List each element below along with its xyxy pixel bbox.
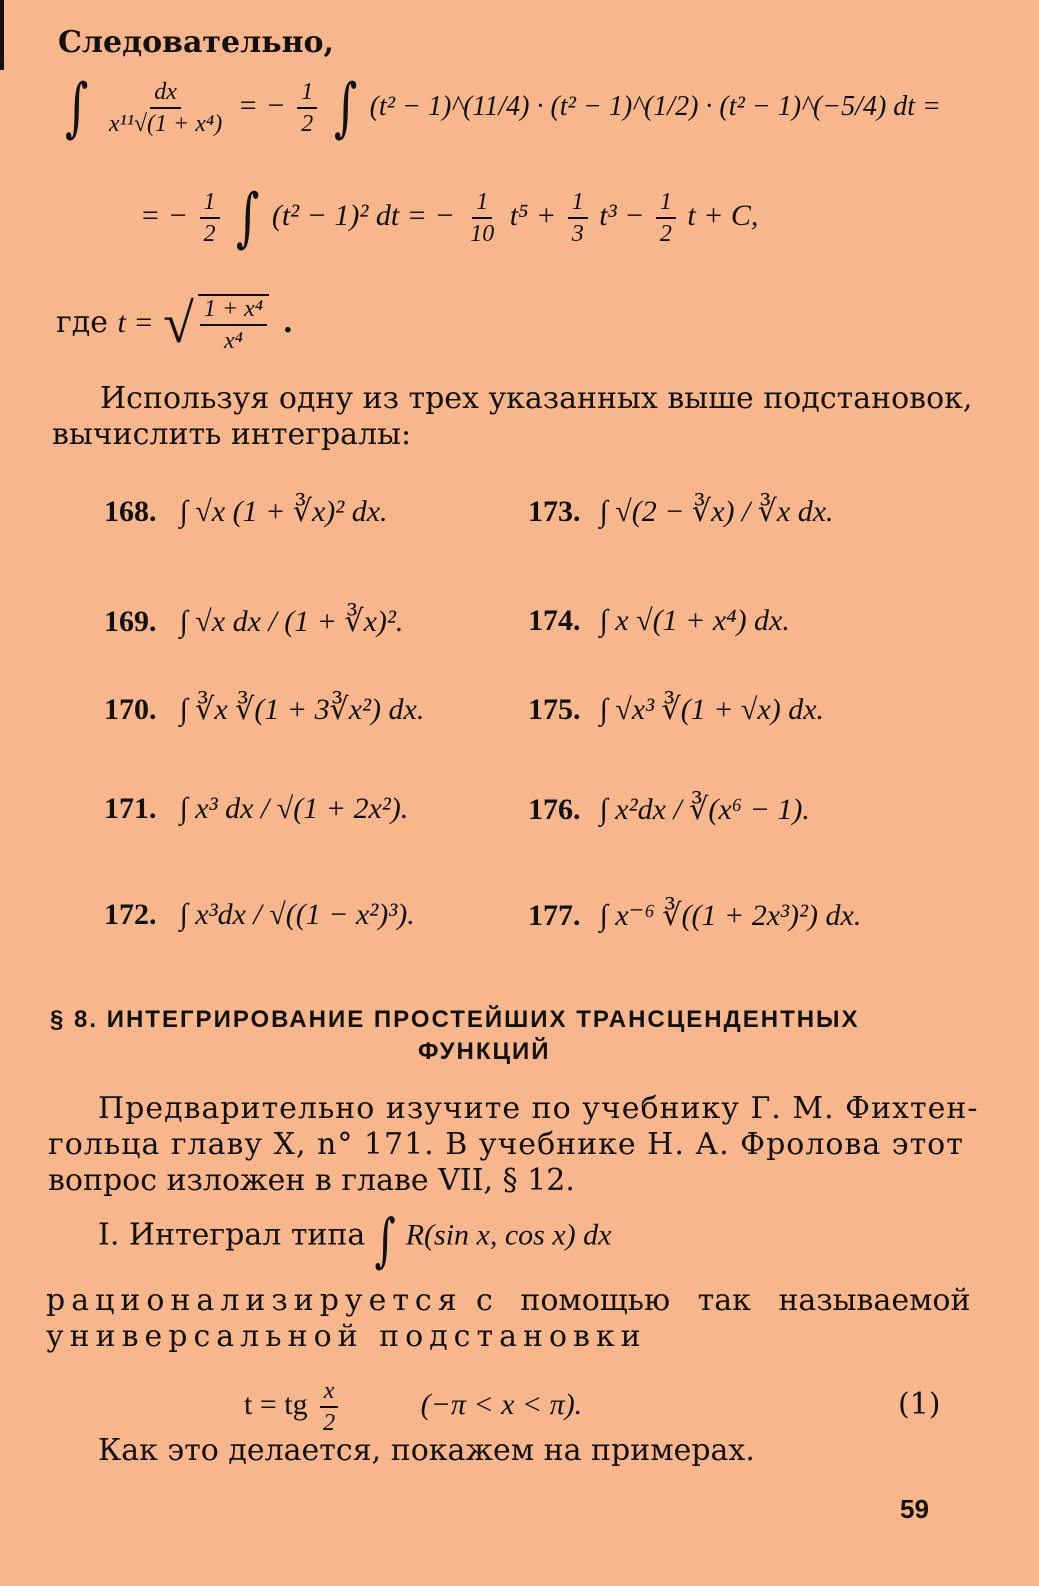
fraction-denominator: 2 <box>301 111 314 137</box>
term: t³ − <box>599 198 645 232</box>
fraction <box>200 189 220 247</box>
integral-sign: ∫ <box>65 71 89 145</box>
where-expr: t = <box>117 306 154 339</box>
item-1 <box>98 1206 612 1274</box>
para1-line-1: Предварительно изучите по учебнику Г. М. Фихтен- <box>98 1091 979 1126</box>
formula-line-2 <box>140 181 759 255</box>
fraction <box>105 79 226 137</box>
problem-number: 170. <box>104 693 157 726</box>
problem-expression: ∫ √(2 − ∛x) / ∛x dx. <box>599 495 834 528</box>
problem-174 <box>528 604 790 638</box>
section-heading-line-1: § 8. ИНТЕГРИРОВАНИЕ ПРОСТЕЙШИХ ТРАНСЦЕНДЕНТНЫХ <box>50 1006 860 1033</box>
para2-line-2: универсальной подстановки <box>46 1319 647 1354</box>
fraction <box>319 1378 339 1436</box>
fraction-numerator: 1 <box>297 79 317 109</box>
where-line <box>56 292 293 356</box>
problem-177 <box>528 898 861 933</box>
integral-sign: ∫ <box>236 181 260 255</box>
problem-number: 175. <box>528 693 581 726</box>
problem-169 <box>104 604 403 639</box>
fraction <box>466 189 498 247</box>
formula-body: (t² − 1)^(11/4) · (t² − 1)^(1/2) · (t² − 1)^(−5/4) dt = <box>369 90 941 122</box>
fraction-numerator: 1 <box>472 189 492 219</box>
problem-number: 173. <box>528 495 581 528</box>
fraction-denominator: 10 <box>470 221 495 247</box>
where-label: где <box>56 305 108 340</box>
equals-sign: = − <box>140 198 188 232</box>
fraction-numerator: 1 <box>200 189 220 219</box>
problem-168 <box>104 494 388 529</box>
period: . <box>282 305 294 340</box>
fraction-numerator: 1 <box>656 189 676 219</box>
integral-sign: ∫ <box>333 71 358 145</box>
task-line-2: вычислить интегралы: <box>52 417 412 452</box>
problem-expression: ∫ x²dx / ∛(x⁶ − 1). <box>599 793 810 826</box>
subst-range: (−π < x < π). <box>420 1387 583 1421</box>
problem-expression: ∫ √x dx / (1 + ∛x)². <box>179 605 404 638</box>
problem-expression: ∫ ∛x ∛(1 + 3∛x²) dx. <box>179 693 425 726</box>
substitution-formula <box>244 1378 582 1436</box>
fraction-numerator: 1 + x⁴ <box>200 296 267 326</box>
problem-expression: ∫ x³dx / √((1 − x²)³). <box>179 898 415 931</box>
fraction-denominator: x¹¹√(1 + x⁴) <box>108 111 223 137</box>
section-heading-line-2: ФУНКЦИЙ <box>418 1038 551 1065</box>
para2-line-1b: с помощью так называемой <box>476 1283 971 1318</box>
problem-number: 176. <box>528 793 581 826</box>
equals-sign: = − <box>237 88 286 122</box>
fraction-denominator: 2 <box>323 1410 336 1436</box>
fraction-denominator: 3 <box>571 221 584 247</box>
subst-lhs: t = tg <box>244 1387 308 1421</box>
problem-number: 169. <box>104 605 157 638</box>
fraction-denominator: x⁴ <box>223 328 243 354</box>
problem-number: 171. <box>104 792 157 825</box>
problem-expression: ∫ x³ dx / √(1 + 2x²). <box>179 792 409 825</box>
problem-175 <box>528 692 824 727</box>
fraction-denominator: 2 <box>203 221 216 247</box>
problem-expression: ∫ √x³ ∛(1 + √x) dx. <box>599 693 825 726</box>
fraction <box>297 79 317 137</box>
problem-expression: ∫ √x (1 + ∛x)² dx. <box>179 495 388 528</box>
formula-line-1 <box>60 71 941 145</box>
problem-173 <box>528 494 834 529</box>
para1-line-3: вопрос изложен в главе VII, § 12. <box>48 1163 575 1198</box>
fraction-numerator: 1 <box>568 189 588 219</box>
fraction-numerator: dx <box>150 79 181 109</box>
equation-number: (1) <box>898 1387 941 1422</box>
item-1-text: I. Интеграл типа <box>98 1217 366 1253</box>
fraction-denominator: 2 <box>659 221 672 247</box>
page-number: 59 <box>900 1494 929 1524</box>
problem-number: 168. <box>104 495 157 528</box>
term: t⁵ + <box>509 198 557 232</box>
closing-line: Как это делается, покажем на примерах. <box>98 1433 755 1468</box>
para2-line-1a: рационализируется <box>46 1283 463 1318</box>
formula-body: (t² − 1)² dt = − <box>271 198 455 232</box>
problem-170 <box>104 692 424 727</box>
term: t + C, <box>687 198 759 232</box>
problem-176 <box>528 792 810 827</box>
fraction <box>568 189 588 247</box>
problem-number: 174. <box>528 604 581 637</box>
scan-edge <box>0 0 4 70</box>
radical-sign: √ <box>163 293 194 355</box>
integral-sign: ∫ <box>374 1206 397 1274</box>
item-1-integrand: R(sin x, cos x) dx <box>405 1218 612 1252</box>
problem-171 <box>104 792 408 826</box>
problem-expression: ∫ x √(1 + x⁴) dx. <box>599 604 790 637</box>
problem-172 <box>104 898 415 932</box>
problem-number: 172. <box>104 898 157 931</box>
para1-line-2: гольца главу X, n° 171. В учебнике Н. А. Фролова этот <box>48 1127 964 1162</box>
intro-word: Следовательно, <box>58 25 335 60</box>
fraction-numerator: x <box>320 1378 339 1408</box>
problem-expression: ∫ x⁻⁶ ∛((1 + 2x³)²) dx. <box>599 899 862 932</box>
fraction <box>656 189 676 247</box>
problem-number: 177. <box>528 899 581 932</box>
task-line-1: Используя одну из трех указанных выше подстановок, <box>100 381 973 416</box>
radicand-fraction <box>198 294 269 354</box>
